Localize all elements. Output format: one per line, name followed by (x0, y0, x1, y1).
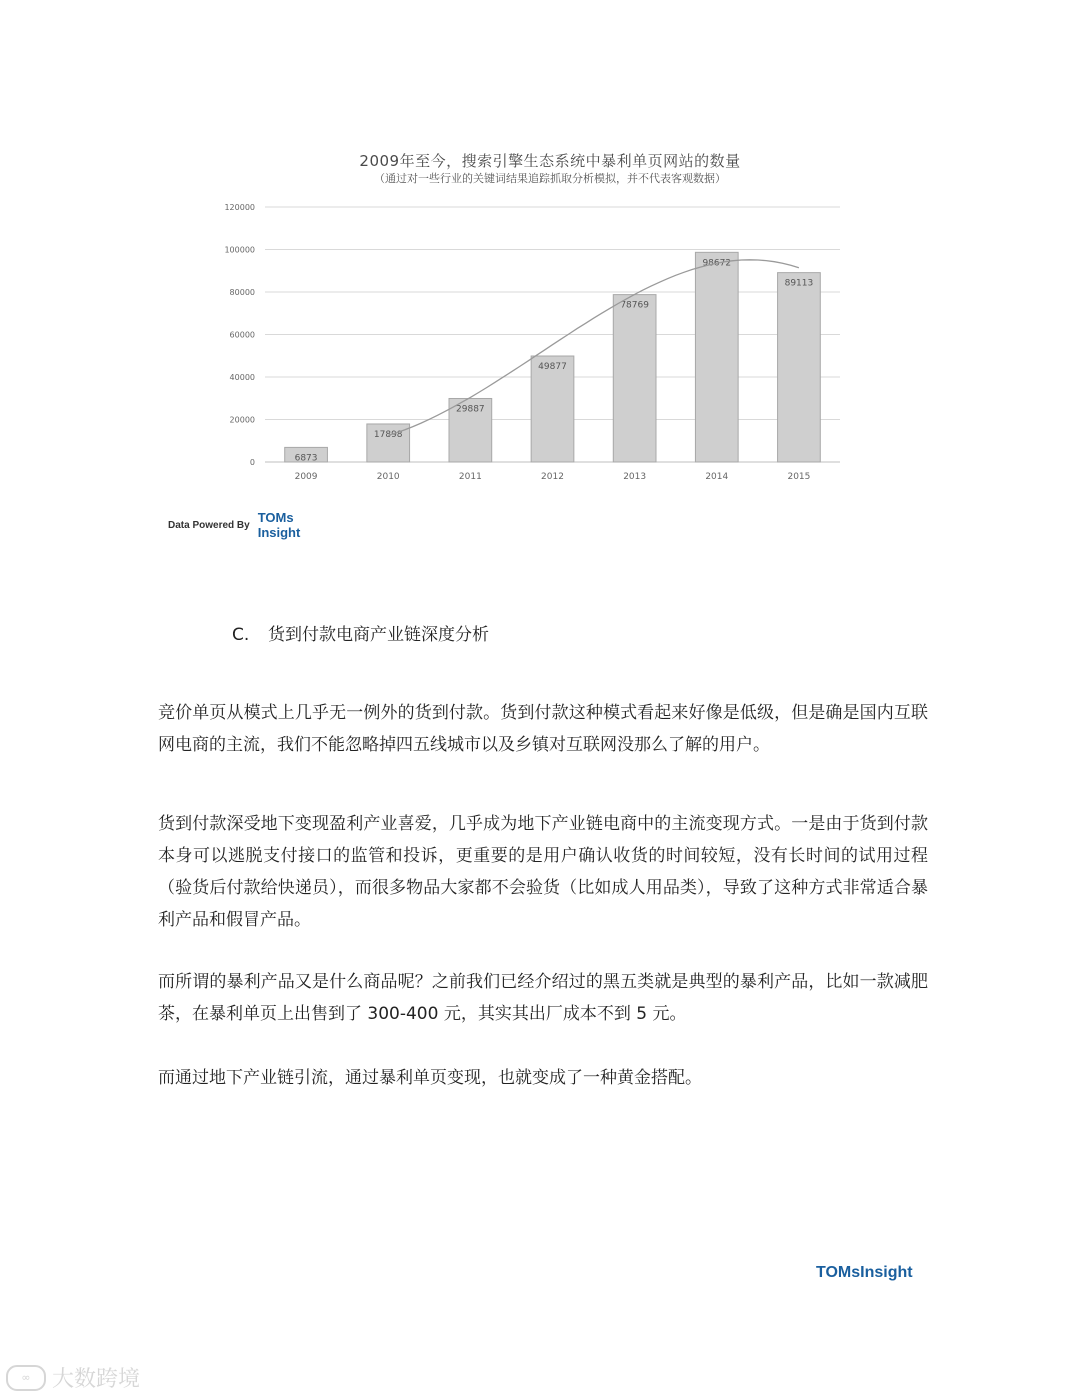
x-tick-label: 2014 (705, 472, 729, 482)
toms-insight-logo (258, 510, 301, 540)
y-tick-label: 120000 (224, 203, 255, 212)
y-tick-label: 20000 (229, 415, 255, 425)
paragraph-3: 而所谓的暴利产品又是什么商品呢？之前我们已经介绍过的黑五类就是典型的暴利产品，比如一款减肥茶，在暴利单页上出售到了 300-400 元，其实其出厂成本不到 5 元。 (158, 972, 928, 1024)
bar (613, 295, 656, 462)
paragraph-2: 货到付款深受地下变现盈利产业喜爱，几乎成为地下产业链电商中的主流变现方式。一是由于货到付款本身可以逃脱支付接口的监管和投诉，更重要的是用户确认收货的时间较短，没有长时间的试用过程（验货后付款给快递员），而很多物品大家都不会验货（比如成人用品类），导致了这种方式非常适合暴利产品和假冒产品。 (158, 814, 928, 930)
data-label: 29887 (456, 404, 485, 415)
chart-subtitle: （通过对一些行业的关键词结果追踪抓取分析模拟，并不代表客观数据） (374, 172, 726, 185)
powered-by-label: Data Powered By (168, 519, 250, 531)
x-tick-label: 2015 (787, 472, 811, 482)
section-title: 货到付款电商产业链深度分析 (268, 625, 489, 645)
bar (778, 273, 821, 462)
data-label: 17898 (373, 429, 403, 440)
chart-title: 2009年至今，搜索引擎生态系统中暴利单页网站的数量 (359, 152, 741, 170)
bar-chart (200, 195, 860, 495)
data-label: 6873 (294, 453, 318, 464)
x-tick-label: 2011 (458, 472, 482, 482)
section-number: C. (232, 625, 250, 645)
paragraph-4: 而通过地下产业链引流，通过暴利单页变现，也就变成了一种黄金搭配。 (158, 1068, 702, 1088)
data-label: 78769 (620, 300, 649, 311)
watermark-text: 大数跨境 (52, 1367, 141, 1392)
data-label: 98672 (702, 258, 732, 269)
brand-line1: TOMs (257, 510, 294, 525)
data-powered-by (168, 510, 300, 540)
watermark (6, 1362, 140, 1393)
x-tick-label: 2009 (294, 472, 318, 482)
y-tick-label: 100000 (224, 245, 255, 255)
footer-logo: TOMsInsight (816, 1264, 913, 1281)
y-tick-label: 0 (249, 458, 255, 467)
data-label: 49877 (538, 362, 567, 373)
y-tick-label: 80000 (229, 288, 255, 297)
x-tick-label: 2010 (376, 472, 400, 482)
x-tick-label: 2013 (623, 472, 647, 482)
watermark-icon: ∞ (6, 1365, 46, 1391)
section-heading (232, 620, 489, 645)
data-label: 89113 (784, 278, 814, 289)
x-tick-label: 2012 (541, 472, 564, 482)
paragraph-1: 竞价单页从模式上几乎无一例外的货到付款。货到付款这种模式看起来好像是低级，但是确是国内互联网电商的主流，我们不能忽略掉四五线城市以及乡镇对互联网没那么了解的用户。 (158, 703, 928, 755)
bar (695, 252, 738, 462)
y-tick-label: 40000 (229, 373, 255, 382)
y-tick-label: 60000 (229, 330, 255, 340)
brand-line2: Insight (257, 525, 301, 540)
